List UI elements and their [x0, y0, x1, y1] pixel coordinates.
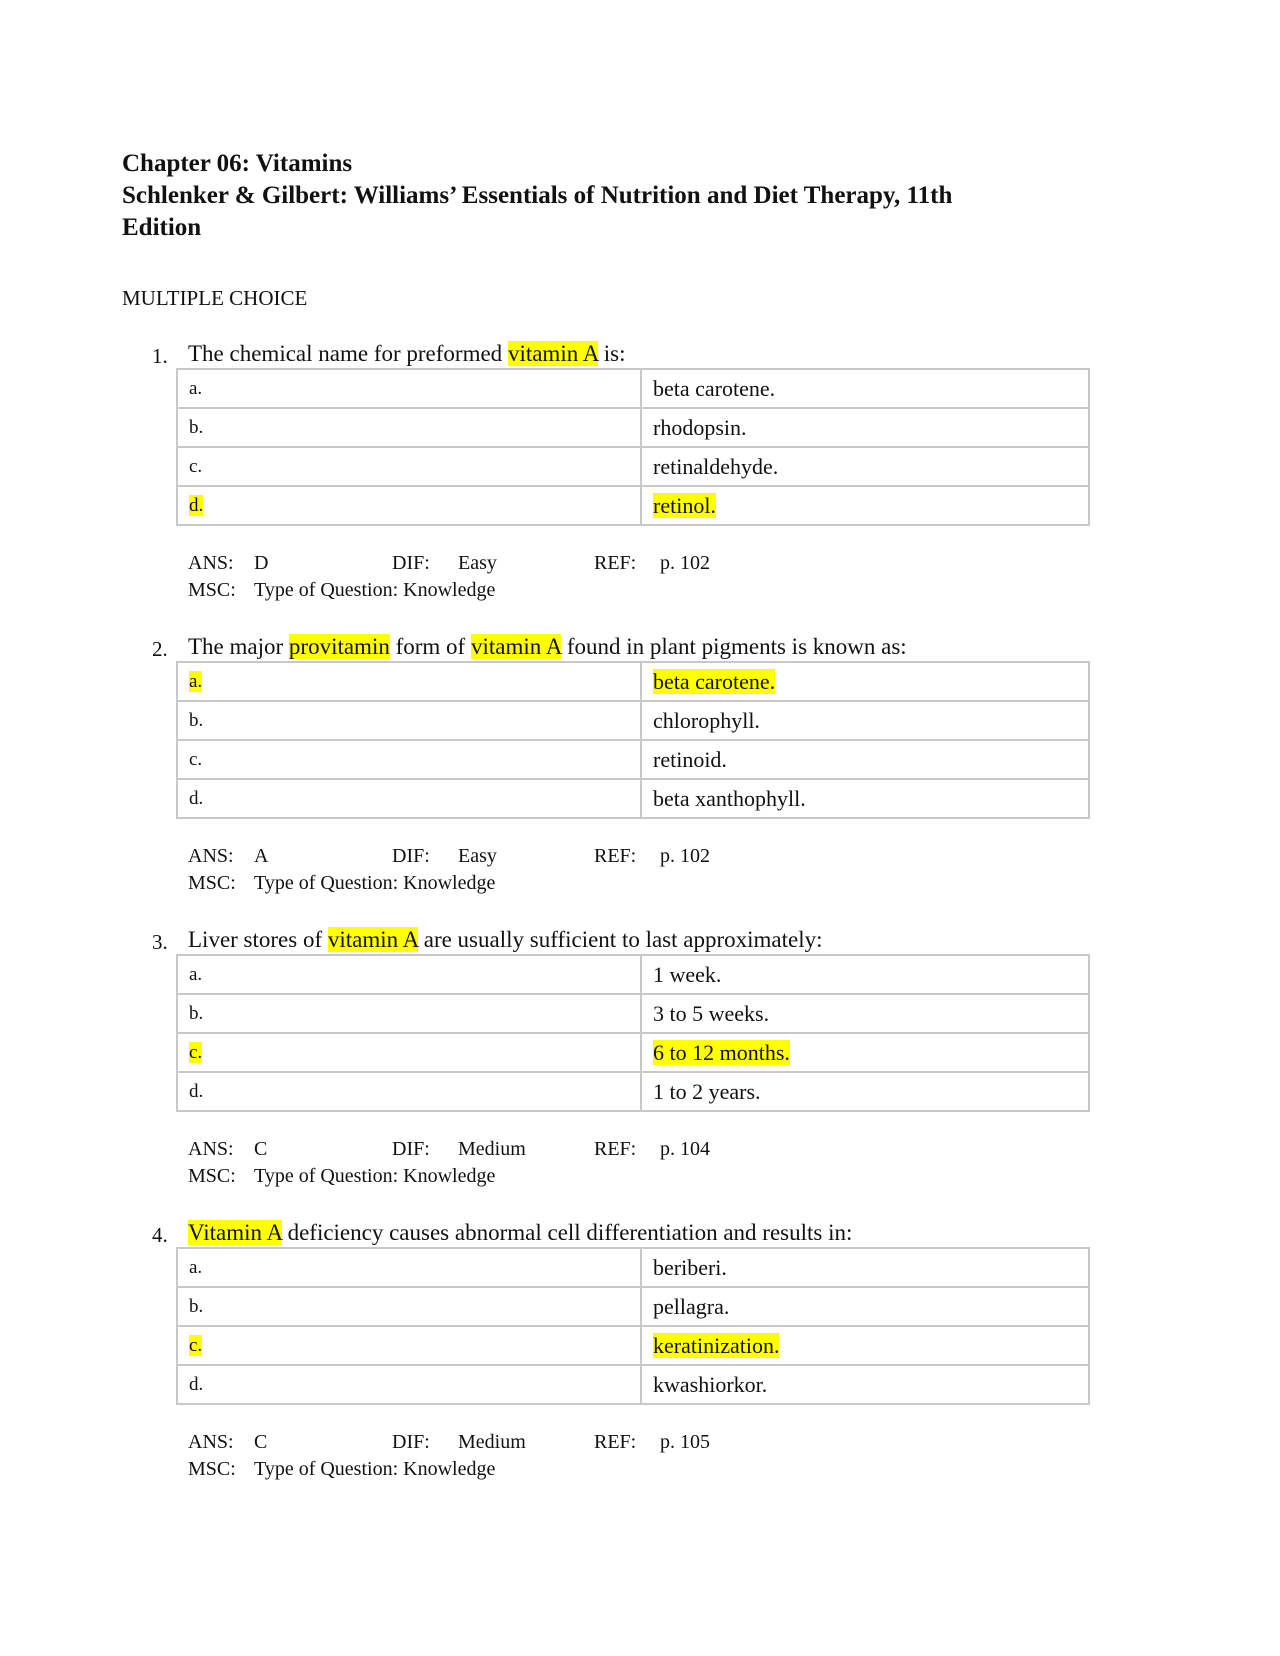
msc-value: Type of Question: Knowledge [254, 579, 496, 601]
choice-letter: b. [177, 1287, 641, 1326]
ans-value: C [254, 1138, 268, 1160]
choice-row-correct[interactable] [177, 1326, 1089, 1365]
question-2-choices [176, 661, 1090, 819]
question-1-number: 1. [152, 344, 168, 368]
ref-value: p. 105 [660, 1431, 710, 1453]
choice-text: 3 to 5 weeks. [641, 994, 1089, 1033]
msc-label: MSC: [188, 1165, 236, 1187]
choice-row-correct[interactable] [177, 662, 1089, 701]
ref-value: p. 102 [660, 552, 710, 574]
choice-text: rhodopsin. [641, 408, 1089, 447]
ref-label: REF: [594, 1431, 637, 1453]
choice-letter: b. [177, 701, 641, 740]
ans-value: A [254, 845, 269, 867]
ans-value: C [254, 1431, 268, 1453]
choice-text: 1 to 2 years. [641, 1072, 1089, 1111]
choice-letter: c. [177, 740, 641, 779]
section-title: MULTIPLE CHOICE [122, 286, 308, 310]
dif-label: DIF: [392, 845, 430, 867]
choice-letter: b. [177, 994, 641, 1033]
ref-label: REF: [594, 1138, 637, 1160]
question-2-text [188, 634, 907, 660]
choice-letter: c. [177, 1326, 641, 1365]
choice-text: retinaldehyde. [641, 447, 1089, 486]
ref-value: p. 102 [660, 845, 710, 867]
highlighted-term: provitamin [288, 634, 390, 659]
question-text-part: deficiency causes abnormal cell differentiation and results in: [281, 1220, 853, 1245]
question-3-choices [176, 954, 1090, 1112]
choice-text: retinol. [641, 486, 1089, 525]
choice-text: pellagra. [641, 1287, 1089, 1326]
highlighted-term: vitamin A [507, 341, 599, 366]
choice-letter: b. [177, 408, 641, 447]
choice-row[interactable] [177, 701, 1089, 740]
choice-row[interactable] [177, 740, 1089, 779]
question-text-part: form of [389, 634, 471, 659]
question-1-text [188, 341, 626, 367]
question-1-choices [176, 368, 1090, 526]
ans-value: D [254, 552, 269, 574]
msc-label: MSC: [188, 872, 236, 894]
choice-text: 1 week. [641, 955, 1089, 994]
choice-row[interactable] [177, 1072, 1089, 1111]
choice-letter: d. [177, 1072, 641, 1111]
question-text-part: are usually sufficient to last approximately: [417, 927, 823, 952]
msc-value: Type of Question: Knowledge [254, 1458, 496, 1480]
question-text-part: is: [598, 341, 626, 366]
choice-letter: d. [177, 779, 641, 818]
msc-label: MSC: [188, 579, 236, 601]
choice-row[interactable] [177, 408, 1089, 447]
choice-letter: d. [177, 1365, 641, 1404]
choice-row-correct[interactable] [177, 1033, 1089, 1072]
dif-value: Medium [458, 1431, 526, 1453]
dif-label: DIF: [392, 1431, 430, 1453]
ref-label: REF: [594, 845, 637, 867]
question-4-number: 4. [152, 1223, 168, 1247]
dif-value: Medium [458, 1138, 526, 1160]
choice-row-correct[interactable] [177, 486, 1089, 525]
choice-text: retinoid. [641, 740, 1089, 779]
dif-label: DIF: [392, 1138, 430, 1160]
ans-label: ANS: [188, 1431, 234, 1453]
question-3-number: 3. [152, 930, 168, 954]
ans-label: ANS: [188, 552, 234, 574]
question-text-part: The chemical name for preformed [188, 341, 508, 366]
book-title-line-2: Edition [122, 214, 202, 241]
choice-text: beta xanthophyll. [641, 779, 1089, 818]
question-text-part: found in plant pigments is known as: [561, 634, 907, 659]
choice-row[interactable] [177, 447, 1089, 486]
choice-letter: c. [177, 1033, 641, 1072]
question-2-number: 2. [152, 637, 168, 661]
choice-row[interactable] [177, 1287, 1089, 1326]
choice-row[interactable] [177, 994, 1089, 1033]
highlighted-term: vitamin A [327, 927, 418, 952]
msc-label: MSC: [188, 1458, 236, 1480]
choice-text: chlorophyll. [641, 701, 1089, 740]
choice-letter: c. [177, 447, 641, 486]
choice-text: beriberi. [641, 1248, 1089, 1287]
choice-text: kwashiorkor. [641, 1365, 1089, 1404]
ref-value: p. 104 [660, 1138, 710, 1160]
msc-value: Type of Question: Knowledge [254, 1165, 496, 1187]
question-text-part: Liver stores of [188, 927, 328, 952]
choice-text: keratinization. [641, 1326, 1089, 1365]
highlighted-term: vitamin A [470, 634, 562, 659]
choice-text: beta carotene. [641, 369, 1089, 408]
question-4-text [188, 1220, 852, 1246]
dif-label: DIF: [392, 552, 430, 574]
choice-row[interactable] [177, 369, 1089, 408]
choice-letter: d. [177, 486, 641, 525]
ref-label: REF: [594, 552, 637, 574]
ans-label: ANS: [188, 1138, 234, 1160]
dif-value: Easy [458, 845, 497, 867]
choice-row[interactable] [177, 779, 1089, 818]
highlighted-term: Vitamin A [188, 1220, 282, 1245]
choice-letter: a. [177, 955, 641, 994]
question-text-part: The major [188, 634, 289, 659]
msc-value: Type of Question: Knowledge [254, 872, 496, 894]
choice-row[interactable] [177, 1248, 1089, 1287]
question-3-text [188, 927, 823, 953]
chapter-title: Chapter 06: Vitamins [122, 150, 353, 177]
choice-row[interactable] [177, 955, 1089, 994]
book-title-line-1: Schlenker & Gilbert: Williams’ Essentials of Nutrition and Diet Therapy, 11th [122, 182, 953, 209]
choice-row[interactable] [177, 1365, 1089, 1404]
choice-letter: a. [177, 662, 641, 701]
dif-value: Easy [458, 552, 497, 574]
choice-letter: a. [177, 1248, 641, 1287]
choice-text: beta carotene. [641, 662, 1089, 701]
choice-letter: a. [177, 369, 641, 408]
question-4-choices [176, 1247, 1090, 1405]
ans-label: ANS: [188, 845, 234, 867]
choice-text: 6 to 12 months. [641, 1033, 1089, 1072]
